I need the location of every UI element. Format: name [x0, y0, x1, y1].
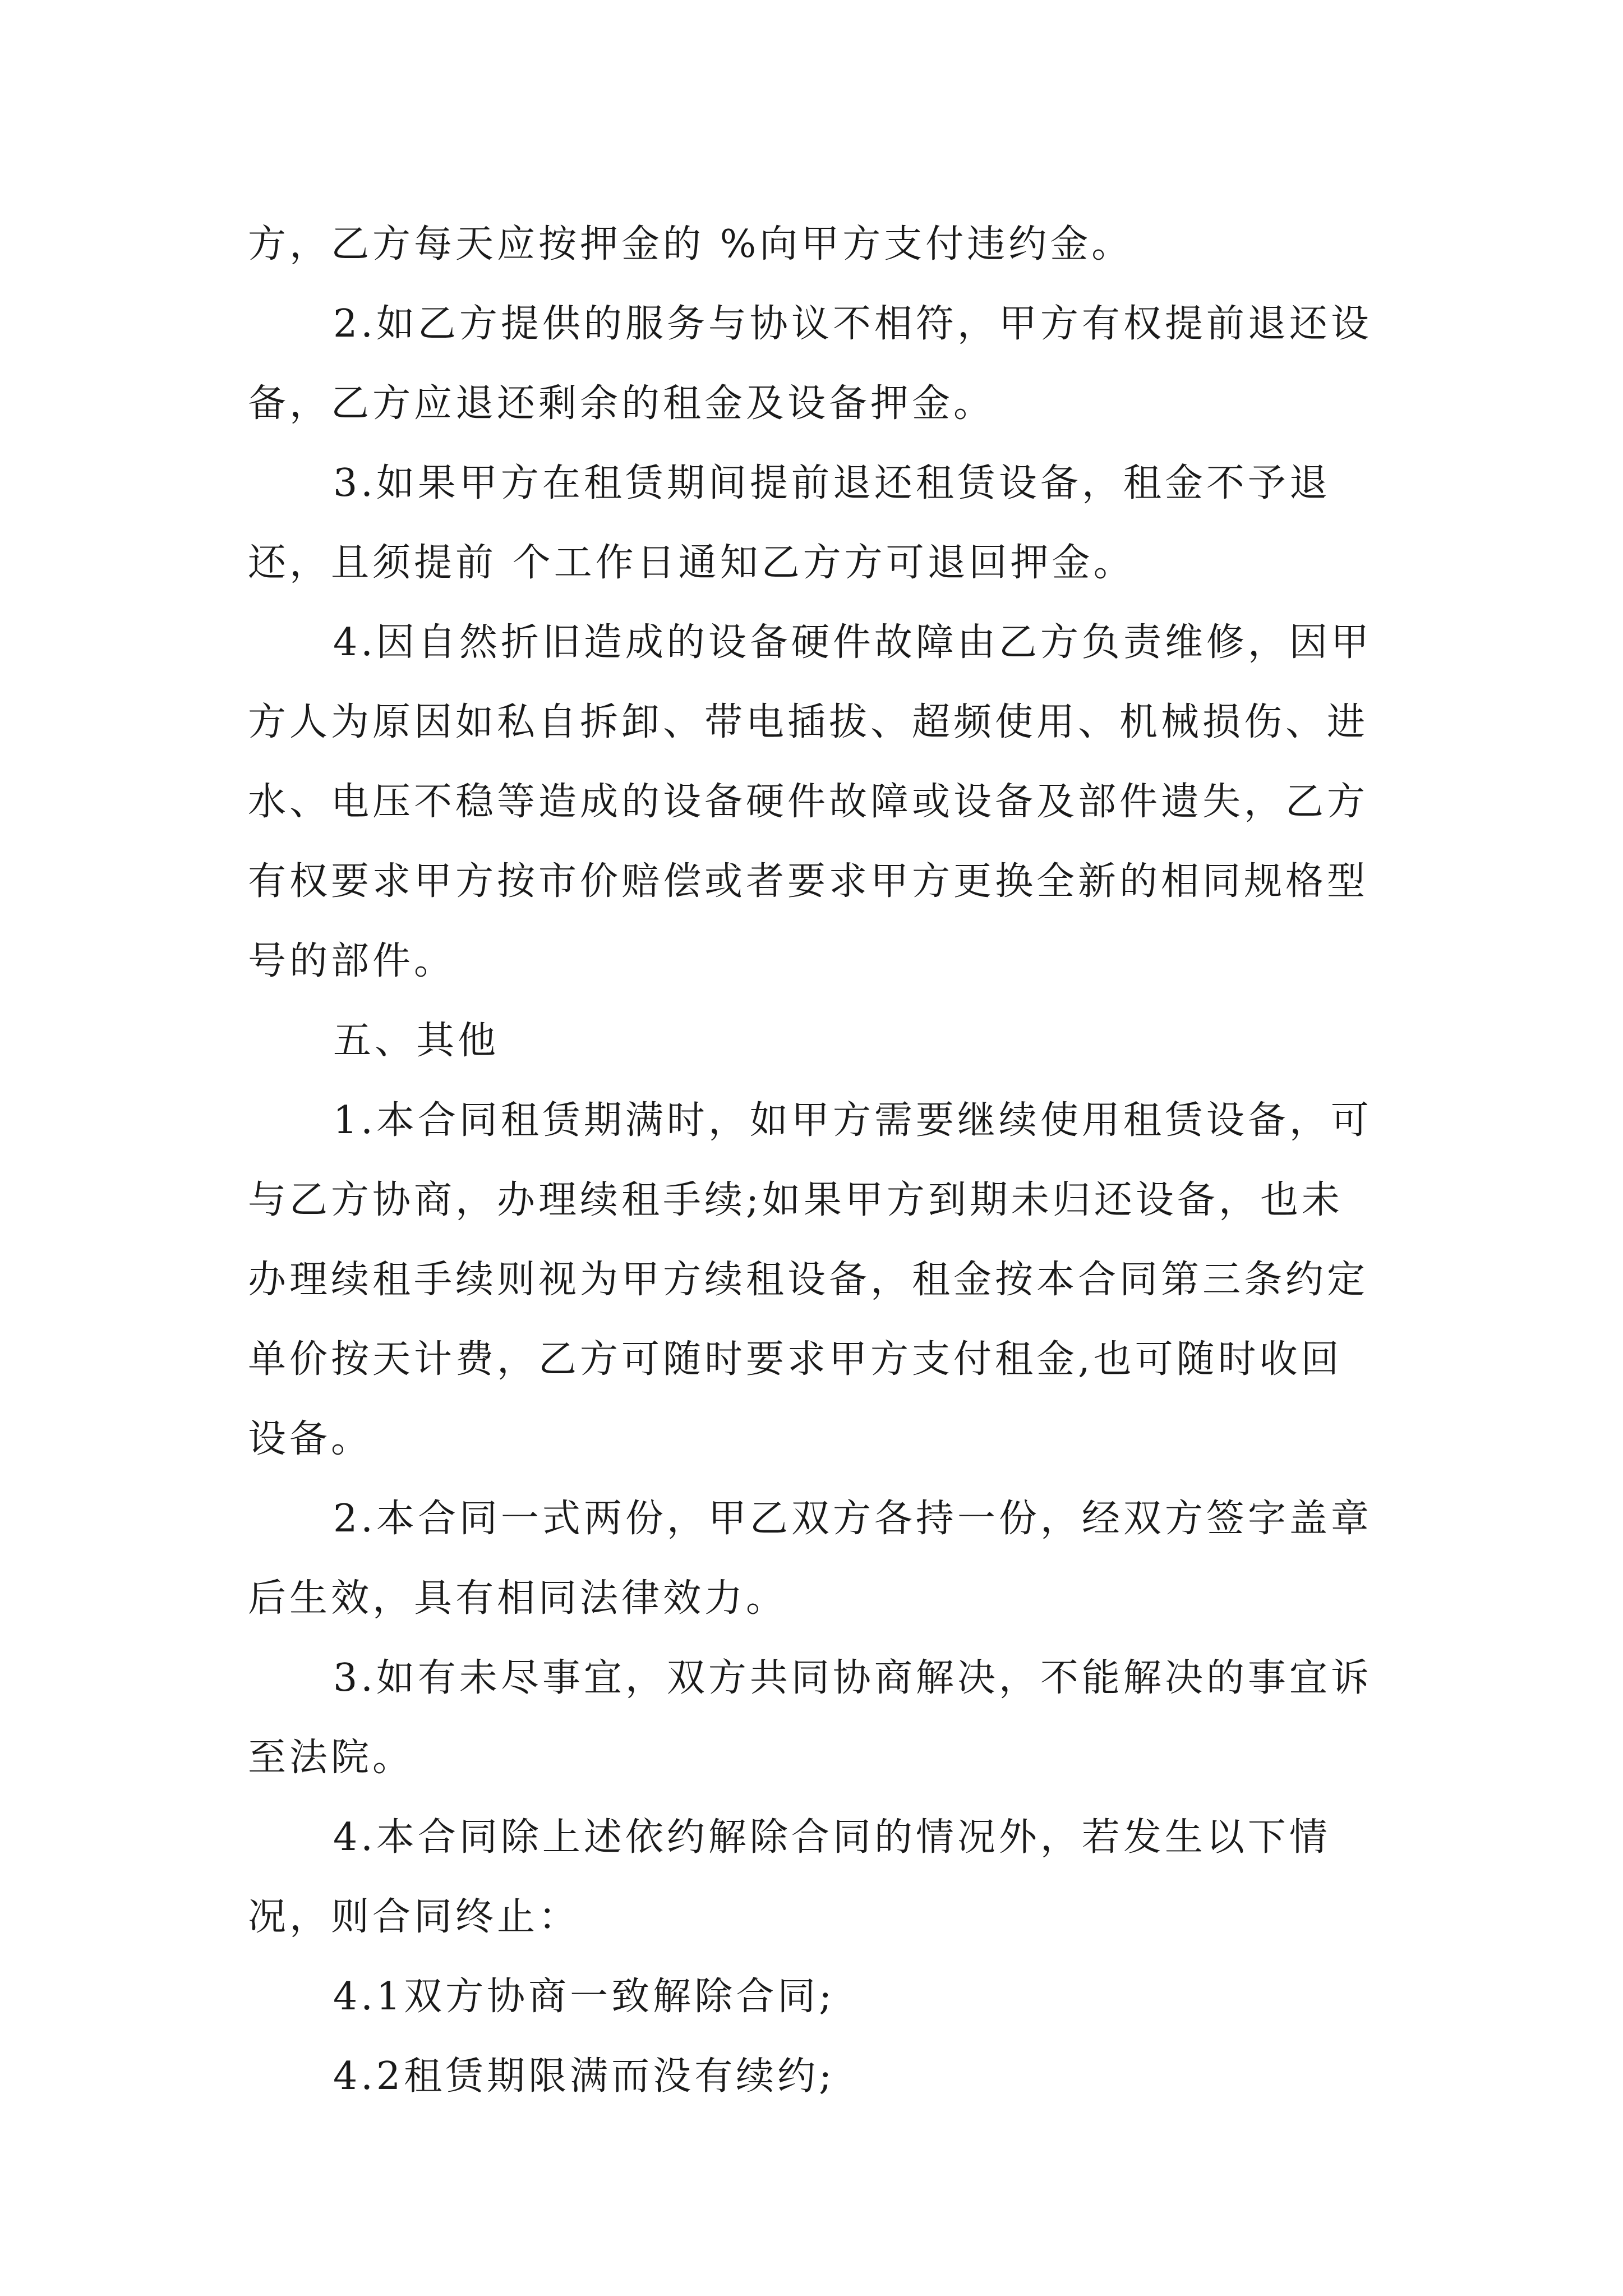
section-heading-other: 五、其他 [333, 1019, 500, 1063]
paragraph-other-4-2: 4.2租赁期限满而没有续约; [333, 2054, 836, 2099]
paragraph-other-4-1: 4.1双方协商一致解除合同; [333, 1975, 836, 2019]
contract-text [248, 205, 1381, 2116]
paragraph-clause-3: 3.如果甲方在租赁期间提前退还租赁设备，租金不予退还，且须提前 个工作日通知乙方方可退回押金。 [248, 461, 1331, 585]
paragraph-other-3: 3.如有未尽事宜，双方共同协商解决，不能解决的事宜诉至法院。 [248, 1656, 1372, 1780]
paragraph-penalty-continuation: 方，乙方每天应按押金的 %向甲方支付违约金。 [248, 222, 1133, 266]
paragraph-other-2: 2.本合同一式两份，甲乙双方各持一份，经双方签字盖章后生效，具有相同法律效力。 [248, 1497, 1372, 1621]
paragraph-clause-4: 4.因自然折旧造成的设备硬件故障由乙方负责维修，因甲方人为原因如私自拆卸、带电插拔、超频使用、机械损伤、进水、电压不稳等造成的设备硬件故障或设备及部件遗失，乙方有权要求甲方按市价赔偿或者要求甲方更换全新的相同规格型号的部件。 [248, 620, 1372, 983]
paragraph-other-4: 4.本合同除上述依约解除合同的情况外，若发生以下情况，则合同终止： [248, 1815, 1331, 1939]
paragraph-clause-2: 2.如乙方提供的服务与协议不相符，甲方有权提前退还设备，乙方应退还剩余的租金及设备押金。 [248, 302, 1372, 426]
paragraph-other-1: 1.本合同租赁期满时，如甲方需要继续使用租赁设备，可与乙方协商，办理续租手续;如果甲方到期未归还设备，也未办理续租手续则视为甲方续租设备，租金按本合同第三条约定单价按天计费，乙方可随时要求甲方支付租金,也可随时收回设备。 [248, 1098, 1372, 1461]
